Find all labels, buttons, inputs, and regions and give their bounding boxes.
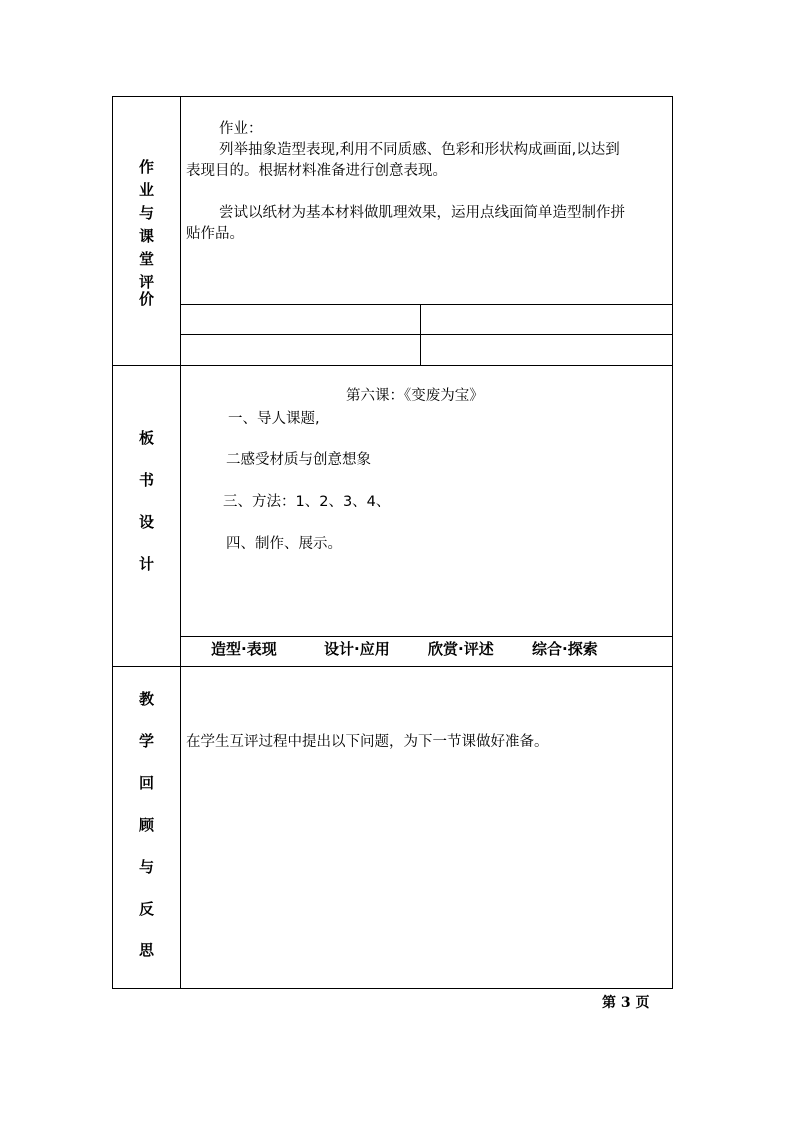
review-text: 在学生互评过程中提出以下问题，为下一节课做好准备。 (186, 734, 549, 750)
label-column-divider (180, 96, 181, 989)
homework-subgrid-line-2 (180, 334, 673, 335)
board-label-char: 书 (138, 471, 154, 489)
homework-label-char: 与 (138, 204, 154, 222)
homework-label-char: 堂 (138, 250, 154, 268)
table-border-bottom (112, 988, 673, 989)
category-label: 设计·应用 (324, 640, 390, 658)
review-label-char: 顾 (138, 816, 154, 834)
review-label-char: 反 (138, 900, 154, 918)
board-item: 一、导人课题, (228, 411, 320, 427)
homework-subgrid-line-1 (180, 304, 673, 305)
table-border-top (112, 96, 673, 97)
homework-label-char: 作 (138, 158, 154, 176)
board-item: 三、方法：1、2、3、4、 (223, 494, 391, 510)
category-label: 欣赏·评述 (428, 640, 494, 658)
homework-label-char: 业 (138, 181, 154, 199)
board-title: 第六课：《变废为宝》 (346, 388, 484, 404)
board-item: 二感受材质与创意想象 (226, 452, 371, 468)
board-label-char: 板 (138, 429, 154, 447)
homework-heading: 作业： (219, 121, 263, 137)
category-label: 综合·探索 (532, 640, 598, 658)
review-label-char: 学 (138, 732, 154, 750)
section-divider-1 (112, 365, 673, 366)
section-divider-2 (112, 666, 673, 667)
homework-subgrid-vertical (420, 304, 421, 366)
homework-label-char: 价 (138, 290, 154, 308)
review-label-char: 思 (138, 941, 154, 959)
review-label-char: 教 (138, 690, 154, 708)
board-label-char: 设 (138, 513, 154, 531)
review-label-char: 回 (138, 774, 154, 792)
homework-para1-line1: 列举抽象造型表现,利用不同质感、色彩和形状构成画面,以达到 (219, 142, 620, 158)
table-border-right (672, 96, 673, 989)
homework-para2-line2: 贴作品。 (186, 226, 244, 242)
review-label-char: 与 (138, 858, 154, 876)
homework-label-char: 评 (138, 273, 154, 291)
board-label-char: 计 (138, 555, 154, 573)
board-item: 四、制作、展示。 (226, 536, 342, 552)
page-number: 第 3 页 (602, 995, 650, 1011)
category-label: 造型·表现 (211, 640, 277, 658)
homework-label-char: 课 (138, 227, 154, 245)
homework-para1-line2: 表现目的。根据材料准备进行创意表现。 (186, 163, 447, 179)
homework-para2-line1: 尝试以纸材为基本材料做肌理效果，运用点线面简单造型制作拼 (219, 205, 625, 221)
board-category-line (180, 636, 673, 637)
